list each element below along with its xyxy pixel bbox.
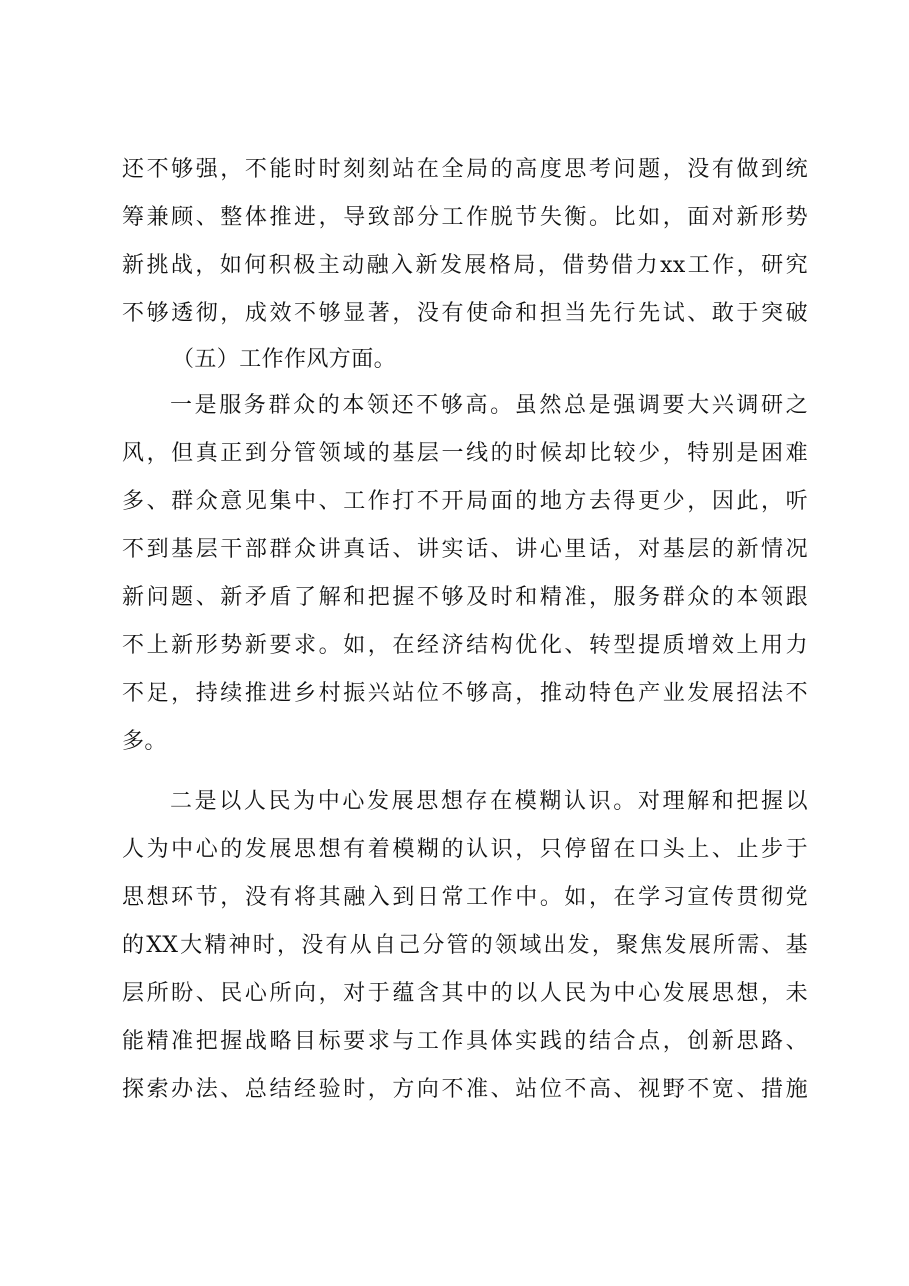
- paragraph-gap: [122, 766, 808, 778]
- text-line: 不够透彻，成效不够显著，没有使命和担当先行先试、敢于突破: [122, 301, 808, 326]
- document-body: [122, 146, 808, 1114]
- text-line: 不足，持续推进乡村振兴站位不够高，推动特色产业发展招法不: [122, 681, 808, 706]
- text-line: 筹兼顾、整体推进，导致部分工作脱节失衡。比如，面对新形势: [122, 205, 808, 230]
- paragraph-service: [122, 382, 808, 766]
- text-line: 不到基层干部群众讲真话、讲实话、讲心里话，对基层的新情况: [122, 537, 808, 562]
- text-line: 探索办法、总结经验时，方向不准、站位不高、视野不宽、措施: [122, 1077, 808, 1102]
- paragraph-continuation: [122, 146, 808, 338]
- text-line: 不上新形势新要求。如，在经济结构优化、转型提质增效上用力: [122, 633, 808, 658]
- text-line: 的XX大精神时，没有从自己分管的领域出发，聚焦发展所需、基: [122, 933, 808, 958]
- text-line: 层所盼、民心所向，对于蕴含其中的以人民为中心发展思想，未: [122, 981, 808, 1006]
- text-line: 多。: [122, 729, 167, 754]
- text-line: 人为中心的发展思想有着模糊的认识，只停留在口头上、止步于: [122, 837, 808, 862]
- text-line: 新挑战，如何积极主动融入新发展格局，借势借力xx工作，研究: [122, 253, 808, 278]
- text-line: 还不够强，不能时时刻刻站在全局的高度思考问题，没有做到统: [122, 157, 808, 182]
- paragraph-people-centered: [122, 778, 808, 1114]
- text-line: 二是以人民为中心发展思想存在模糊认识。对理解和把握以: [170, 789, 808, 814]
- text-line: 新问题、新矛盾了解和把握不够及时和精准，服务群众的本领跟: [122, 585, 808, 610]
- text-line: 能精准把握战略目标要求与工作具体实践的结合点，创新思路、: [122, 1029, 808, 1054]
- text-line: 一是服务群众的本领还不够高。虽然总是强调要大兴调研之: [170, 393, 808, 418]
- text-line: 多、群众意见集中、工作打不开局面的地方去得更少，因此，听: [122, 489, 808, 514]
- text-line: 思想环节，没有将其融入到日常工作中。如，在学习宣传贯彻党: [122, 885, 808, 910]
- text-line: 风，但真正到分管领域的基层一线的时候却比较少，特别是困难: [122, 441, 808, 466]
- section-heading: （五）工作作风方面。: [172, 347, 397, 372]
